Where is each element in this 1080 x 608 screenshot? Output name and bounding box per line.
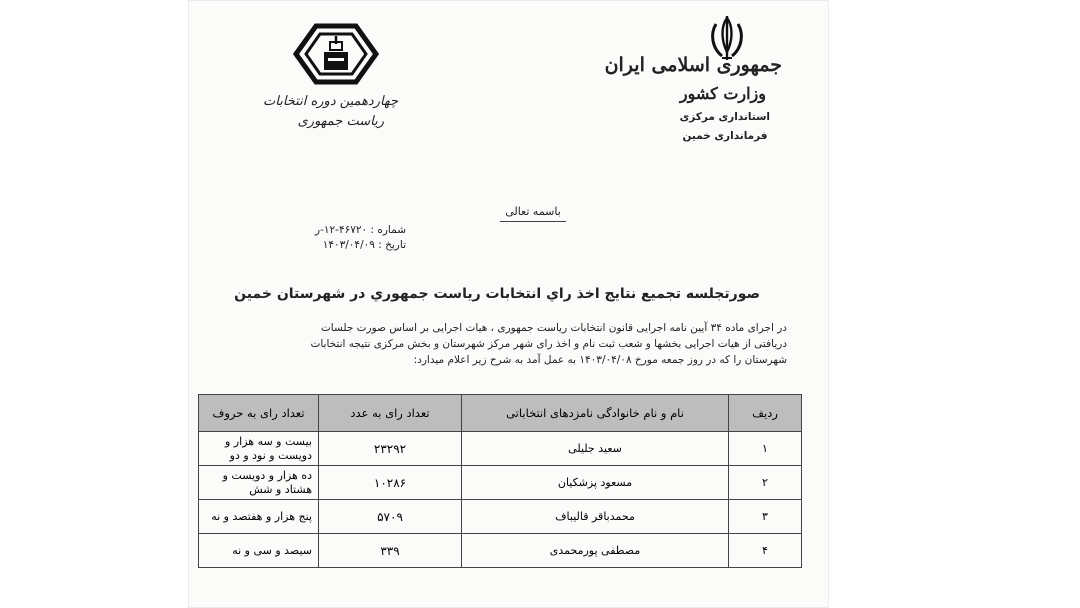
votes-number: ۳۳۹ [319,534,462,568]
header-votes-words: تعداد رای به حروف [199,395,319,432]
row-number: ۲ [729,466,802,500]
governorship-name: فرمانداری خمین [682,130,768,142]
governorate-name: استانداری مرکزی [679,111,770,123]
election-title-line2: ریاست جمهوری [297,114,384,129]
candidate-name: سعید جلیلی [462,432,729,466]
table-header-row [199,395,802,432]
ministry-name: وزارت کشور [679,84,766,103]
votes-words: پنج هزار و هفتصد و نه [199,500,319,534]
votes-words: سیصد و سی و نه [199,534,319,568]
table-row [199,466,802,500]
table-row [199,500,802,534]
document-title: صورتجلسه تجميع نتايج اخذ راي انتخابات رياست جمهوري در شهرستان خمين [234,286,760,302]
paragraph-line: در اجرای ماده ۳۴ آیین نامه اجرایی قانون انتخابات ریاست جمهوری ، هیات اجرایی بر اساس صورت جلسات [320,322,787,334]
header-votes-number: تعداد رای به عدد [319,395,462,432]
votes-words: ده هزار و دویست و هشتاد و شش [199,466,319,500]
row-number: ۳ [729,500,802,534]
paragraph-line: شهرستان را که در روز جمعه مورخ ۱۴۰۳/۰۴/۰۸ به عمل آمد به شرح زیر اعلام میدارد: [413,354,787,366]
row-number: ۱ [729,432,802,466]
row-number: ۴ [729,534,802,568]
paragraph-line: دریافتی از هیات اجرایی بخشها و شعب ثبت نام و اخذ رای شهر مرکز شهرستان و بخش مرکزی نتیجه انتخابات [310,338,787,350]
results-table [198,394,802,568]
election-ballot-box-logo [290,20,382,92]
table-row [199,534,802,568]
header-candidate-name: نام و نام خانوادگی نامزدهای انتخاباتی [462,395,729,432]
votes-number: ۲۳۲۹۲ [319,432,462,466]
table-row [199,432,802,466]
votes-number: ۱۰۲۸۶ [319,466,462,500]
government-name: جمهوری اسلامی ایران [604,54,782,76]
bismillah-underline [500,221,566,222]
reference-number: شماره : ۴۶۷۲۰-۱۲-ر [315,224,406,236]
reference-date: تاریخ : ۱۴۰۳/۰۴/۰۹ [322,239,406,251]
votes-words: بیست و سه هزار و دویست و نود و دو [199,432,319,466]
election-title-line1: چهاردهمین دوره انتخابات [263,94,398,109]
votes-number: ۵۷۰۹ [319,500,462,534]
header-row-number: ردیف [729,395,802,432]
candidate-name: محمدباقر قالیباف [462,500,729,534]
candidate-name: مسعود پزشکیان [462,466,729,500]
bismillah-heading: باسمه تعالی [505,205,561,218]
candidate-name: مصطفی پورمحمدی [462,534,729,568]
